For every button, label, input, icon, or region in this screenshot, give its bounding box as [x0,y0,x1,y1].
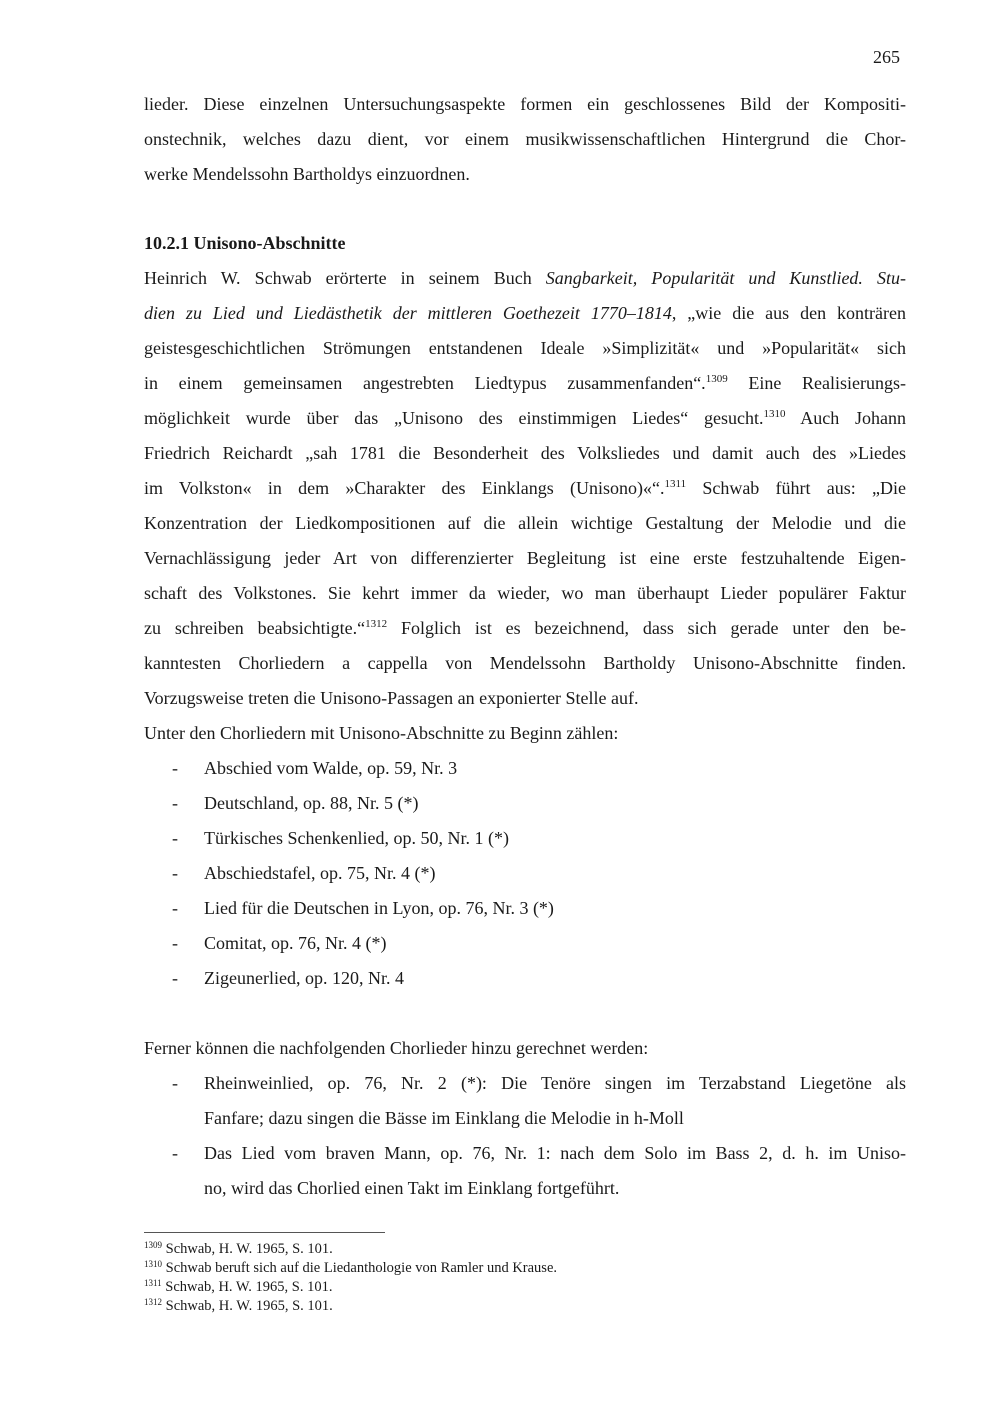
list-bullet: - [172,933,178,953]
page-number: 265 [873,47,900,67]
list-item-line: Rheinweinlied, op. 76, Nr. 2 (*): Die Tenöre singen im Terzabstand Liegetöne als [204,1073,906,1093]
list-item: Türkisches Schenkenlied, op. 50, Nr. 1 (*) [204,828,509,848]
list-item: Abschiedstafel, op. 75, Nr. 4 (*) [204,863,436,883]
text-run: möglichkeit wurde über das „Unisono des einstimmigen Liedes“ gesucht. [144,408,764,428]
paragraph-line [144,408,906,429]
list-bullet: - [172,793,178,813]
paragraph-line [144,303,906,324]
text-run: in einem gemeinsamen angestrebten Liedtypus zusammenfanden“. [144,373,706,393]
text-run: , „wie die aus den konträren [671,303,906,323]
section-heading: 10.2.1 Unisono-Abschnitte [144,233,346,253]
paragraph-line: kanntesten Chorliedern a cappella von Mendelssohn Bartholdy Unisono-Abschnitte finden. [144,653,906,673]
paragraph-line [144,478,906,499]
paragraph-line: lieder. Diese einzelnen Untersuchungsaspekte formen ein geschlossenes Bild der Kompositi- [144,94,906,114]
paragraph-line: Ferner können die nachfolgenden Chorlieder hinzu gerechnet werden: [144,1038,649,1058]
paragraph-line [144,373,906,394]
list-item: Deutschland, op. 88, Nr. 5 (*) [204,793,419,813]
list-bullet: - [172,1073,178,1093]
paragraph-line: Vorzugsweise treten die Unisono-Passagen an exponierter Stelle auf. [144,688,639,708]
text-run: Eine Realisierungs- [727,373,906,393]
paragraph-line: geistesgeschichtlichen Strömungen entstandenen Ideale »Simplizität« und »Popularität« sich [144,338,906,358]
list-bullet: - [172,828,178,848]
footnote-ref: 1312 [365,618,388,630]
list-bullet: - [172,968,178,988]
list-bullet: - [172,898,178,918]
footnote-ref: 1309 [705,373,728,385]
paragraph-line: Friedrich Reichardt „sah 1781 die Besonderheit des Volksliedes und damit auch des »Liedes [144,443,906,463]
list-item: Comitat, op. 76, Nr. 4 (*) [204,933,387,953]
footnote-number: 1309 [144,1240,162,1250]
list-item: Lied für die Deutschen in Lyon, op. 76, Nr. 3 (*) [204,898,554,918]
footnote-number: 1310 [144,1259,162,1269]
list-bullet: - [172,758,178,778]
footnote [144,1241,333,1258]
footnote-text: Schwab, H. W. 1965, S. 101. [161,1279,333,1295]
footnote [144,1260,557,1277]
paragraph-line [144,268,906,289]
footnote-text: Schwab, H. W. 1965, S. 101. [162,1298,333,1314]
text-run: Auch Johann [785,408,906,428]
paragraph-line: onstechnik, welches dazu dient, vor einem musikwissenschaftlichen Hintergrund die Chor- [144,129,906,149]
paragraph-line: Vernachlässigung jeder Art von differenzierter Begleitung ist eine erste festzuhaltende Eigen- [144,548,906,568]
text-run: Schwab führt aus: „Die [686,478,906,498]
footnote [144,1298,333,1315]
list-item-line: Fanfare; dazu singen die Bässe im Einklang die Melodie in h-Moll [204,1108,684,1128]
list-item: Zigeunerlied, op. 120, Nr. 4 [204,968,404,988]
footnote-text: Schwab, H. W. 1965, S. 101. [162,1241,333,1257]
paragraph-line: schaft des Volkstones. Sie kehrt immer da wieder, wo man überhaupt Lieder populärer Faktur [144,583,906,603]
footnote-ref: 1311 [664,478,687,490]
footnote [144,1279,332,1296]
footnote-ref: 1310 [763,408,786,420]
text-run: im Volkston« in dem »Charakter des Einklangs (Unisono)«“. [144,478,665,498]
footnote-separator [144,1232,385,1233]
book-title: Sangbarkeit, Popularität und Kunstlied. Stu- [545,268,906,288]
text-run: Heinrich W. Schwab erörterte in seinem Buch [144,268,546,288]
footnote-number: 1312 [144,1297,162,1307]
list-item-line: Das Lied vom braven Mann, op. 76, Nr. 1: nach dem Solo im Bass 2, d. h. im Uniso- [204,1143,906,1163]
text-run: Folglich ist es bezeichnend, dass sich gerade unter den be- [387,618,906,638]
paragraph-line: werke Mendelssohn Bartholdys einzuordnen. [144,164,470,184]
list-item-line: no, wird das Chorlied einen Takt im Einklang fortgeführt. [204,1178,620,1198]
footnote-number: 1311 [144,1278,162,1288]
paragraph-line: Unter den Chorliedern mit Unisono-Abschnitte zu Beginn zählen: [144,723,619,743]
list-bullet: - [172,1143,178,1163]
paragraph-line [144,618,906,639]
list-item: Abschied vom Walde, op. 59, Nr. 3 [204,758,458,778]
list-bullet: - [172,863,178,883]
book-title: dien zu Lied und Liedästhetik der mittleren Goethezeit 1770–1814 [144,303,672,323]
paragraph-line: Konzentration der Liedkompositionen auf die allein wichtige Gestaltung der Melodie und die [144,513,906,533]
footnote-text: Schwab beruft sich auf die Liedanthologie von Ramler und Krause. [162,1260,558,1276]
text-run: zu schreiben beabsichtigte.“ [144,618,366,638]
